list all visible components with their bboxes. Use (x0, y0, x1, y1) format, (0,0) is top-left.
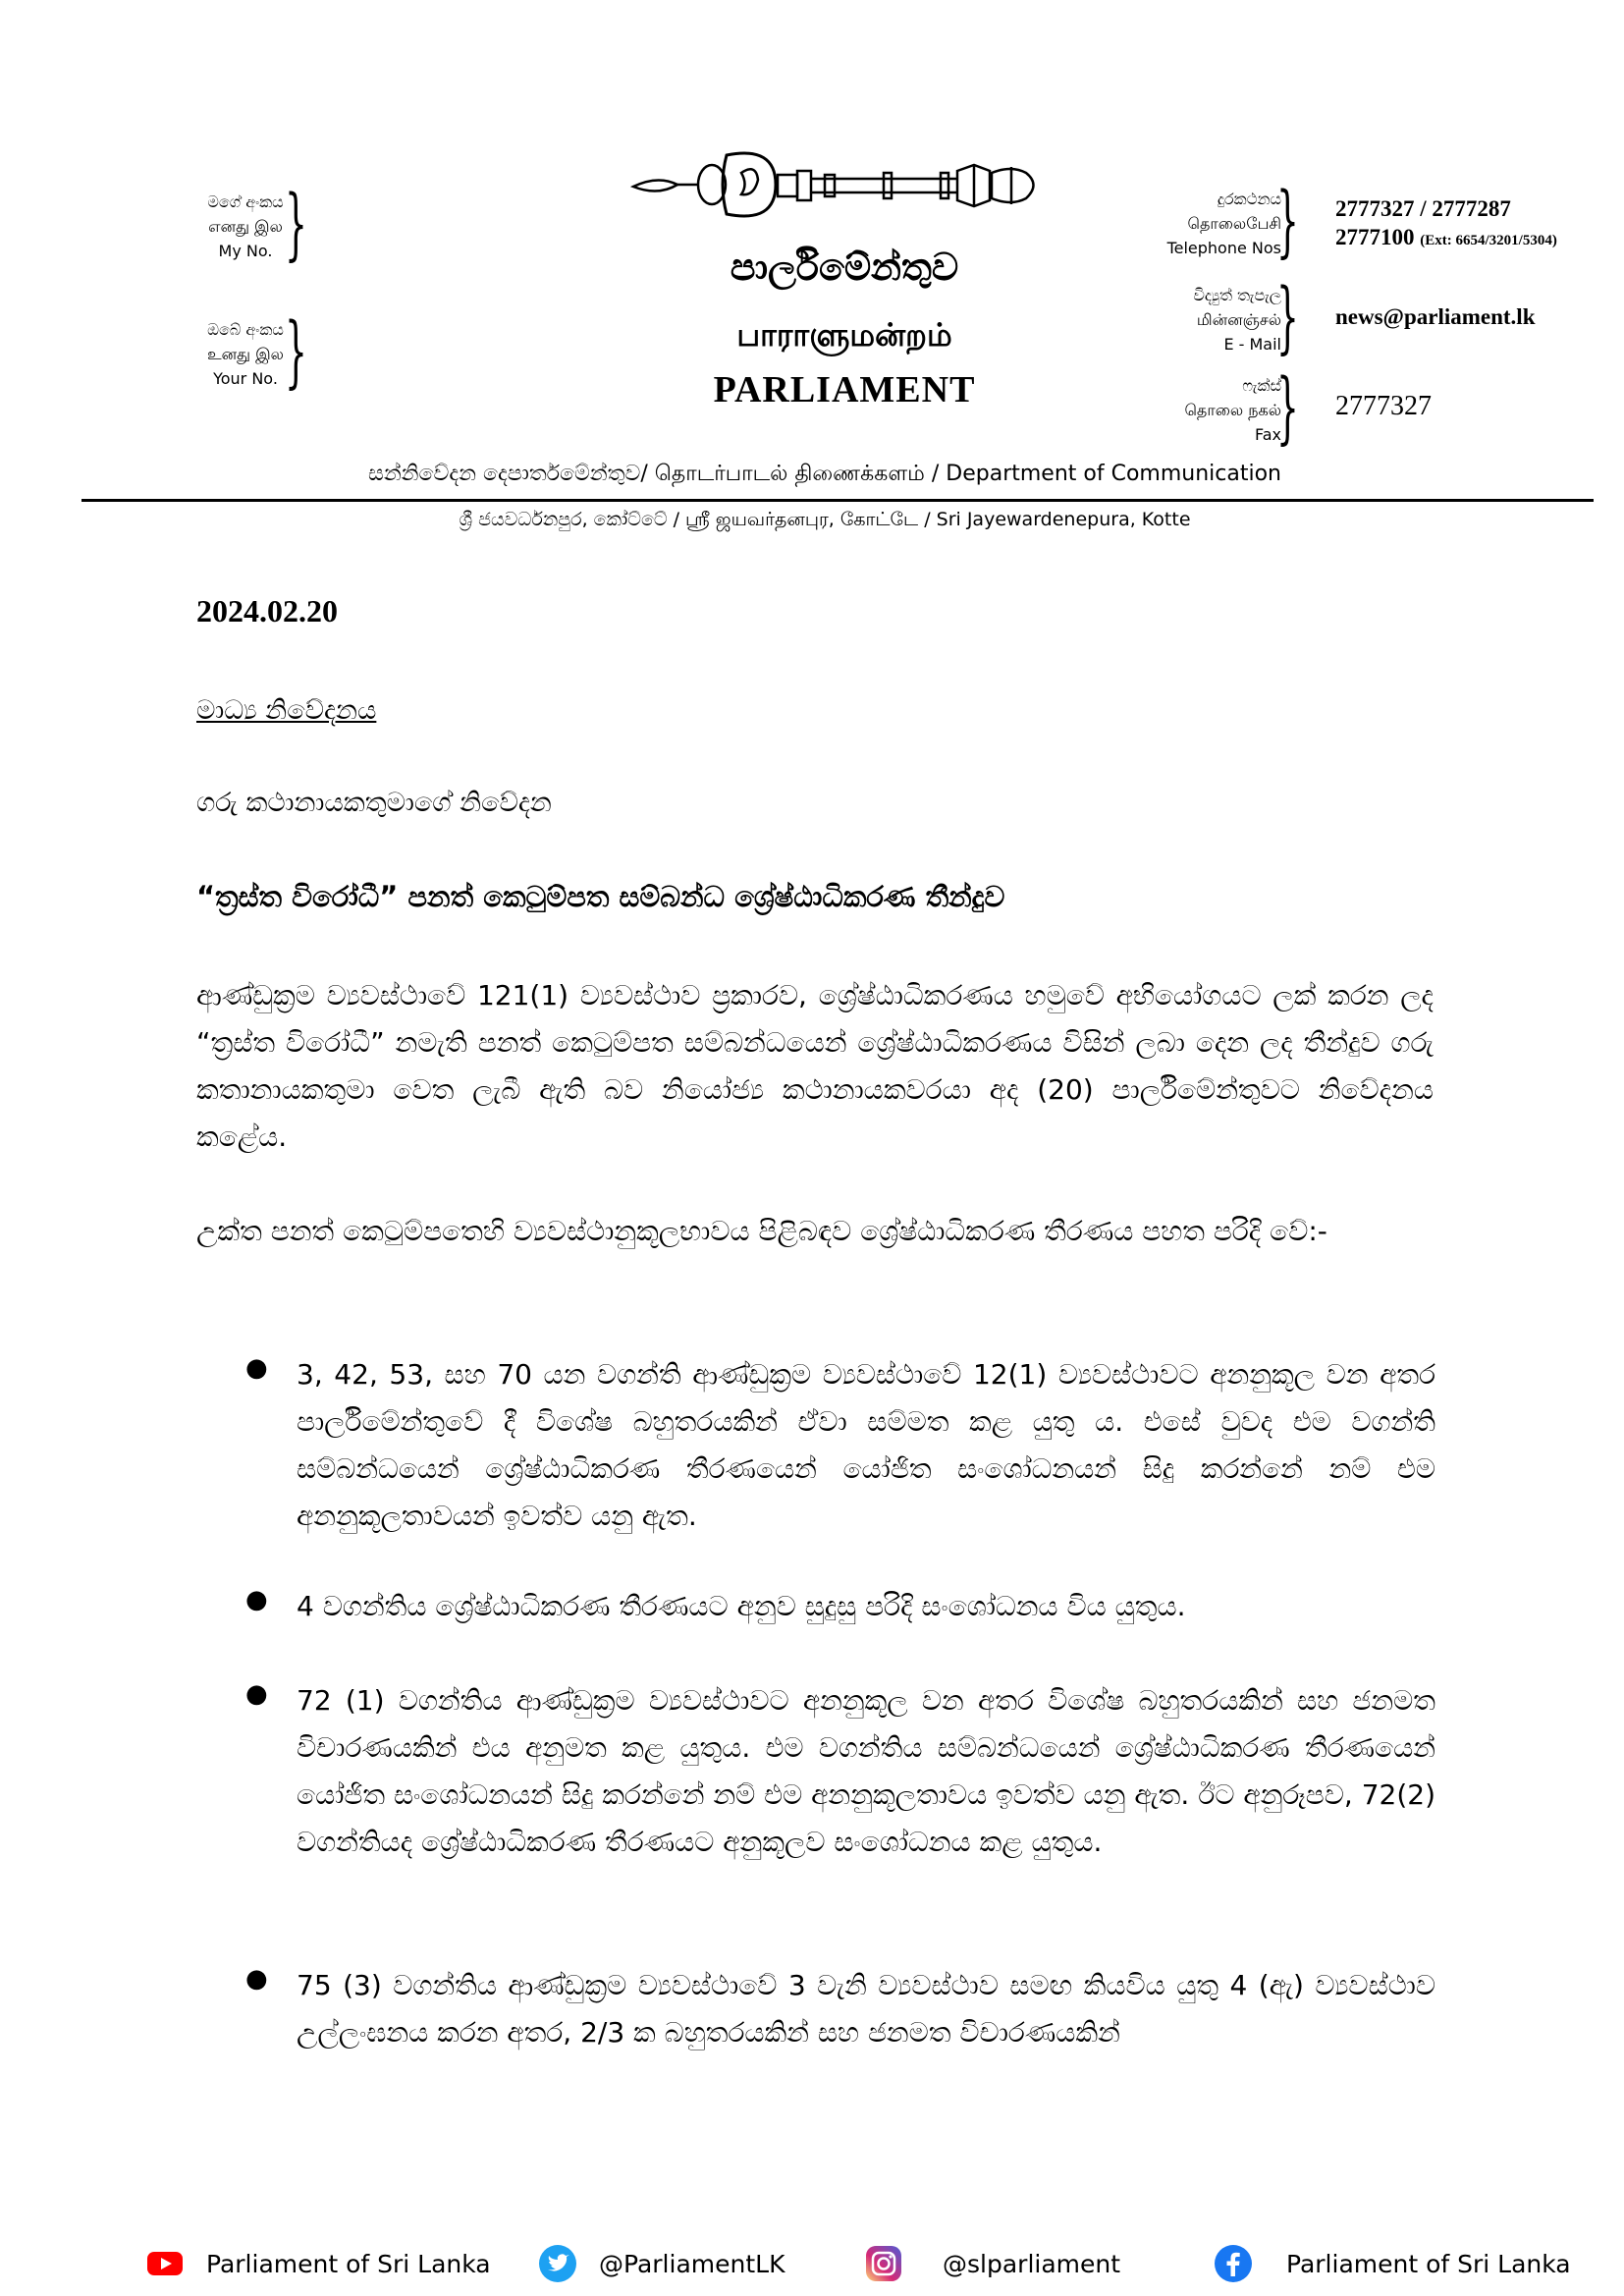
document-heading: “ත්‍රස්ත විරෝධී” පනත් කෙටුම්පත සම්බන්ධ ශ්‍රේෂ්ඨාධිකරණ තීන්දුව (196, 880, 1005, 913)
email-label: විද්‍යුත් තැපැල மின்னஞ்சல் E - Mail (1193, 286, 1281, 354)
bullet-item-3: 72 (1) වගන්තිය ආණ්ඩුක්‍රම ව්‍යවස්ථාවට අනනුකූල වන අතර විශේෂ බහුතරයකින් සහ ජනමත විචාරණයකින් එය අනුමත කළ යුතුය. එම වගන්තිය සම්බන්ධයෙන් ශ්‍රේෂ්ඨාධිකරණ තීරණයෙන් යෝජිත සංශෝධනයන් සිදු කරන්නේ නම් එම අනනුකූලතාවය ඉවත්ව යනු ඇත. ඊට අනුරූපව, 72(2) වගන්තියද ශ්‍රේෂ්ඨාධිකරණ තීරණයට අනුකූලව සංශෝධනය කළ යුතුය. (297, 1684, 1435, 1858)
email-address[interactable]: news@parliament.lk (1335, 304, 1536, 329)
facebook-label: Parliament of Sri Lanka (1286, 2249, 1571, 2278)
youtube-icon (145, 2244, 185, 2283)
header-divider (81, 499, 1594, 502)
address-line: ශ්‍රී ජයවර්ධනපුර, කෝට්ටේ / ஸ்ரீ ஜயவர்தனபுர, கோட்டே / Sri Jayewardenepura, Kotte (459, 509, 1191, 530)
footer-twitter[interactable] (538, 2244, 785, 2283)
my-no-en: My No. (218, 242, 273, 260)
title-tamil: பாராளுமன்றம் (736, 316, 952, 354)
footer-facebook[interactable] (1214, 2244, 1571, 2283)
telephone-brace: } (1276, 175, 1299, 266)
bullet-item-1: 3, 42, 53, සහ 70 යන වගන්ති ආණ්ඩුක්‍රම ව්‍යවස්ථාවේ 12(1) ව්‍යවස්ථාවට අනනුකූල වන අතර පාර්ලිමේන්තුවේ දී විශේෂ බහුතරයකින් ඒවා සම්මත කළ යුතු ය. එසේ වුවද එම වගන්ති සම්බන්ධයෙන් ශ්‍රේෂ්ඨාධිකරණ තීරණයෙන් යෝජිත සංශෝධනයන් සිදු කරන්නේ නම් එම අනනුකූලතාවයන් ඉවත්ව යනු ඇත. (297, 1358, 1435, 1532)
my-no-si: මගේ අංකය (207, 192, 284, 211)
fax-label: ෆැක්ස් தொலை நகல் Fax (1184, 376, 1281, 444)
your-no-si: ඔබේ අංකය (207, 320, 284, 339)
paragraph-1: ආණ්ඩුක්‍රම ව්‍යවස්ථාවේ 121(1) ව්‍යවස්ථාව ප්‍රකාරව, ශ්‍රේෂ්ඨාධිකරණය හමුවේ අභියෝගයට ලක් කරන ලද “ත්‍රස්ත විරෝධී” නමැති පනත් කෙටුම්පත සම්බන්ධයෙන් ශ්‍රේෂ්ඨාධිකරණය විසින් ලබා දෙන ලද තීන්දුව ගරු කතානායකතුමා වෙත ලැබී ඇති බව නියෝජ්‍ය කථානායකවරයා අද (20) පාර්ලිමේන්තුවට නිවේදනය කළේය. (196, 979, 1434, 1153)
footer-youtube[interactable] (145, 2244, 491, 2283)
twitter-icon (538, 2244, 577, 2283)
fax-brace: } (1276, 361, 1299, 453)
telephone-number-2: 2777100 (Ext: 6654/3201/5304) (1335, 225, 1557, 249)
title-english: PARLIAMENT (713, 369, 976, 410)
telephone-label: දුරකථනය தொலைபேசி Telephone Nos (1166, 190, 1281, 257)
telephone-extensions: (Ext: 6654/3201/5304) (1420, 233, 1557, 248)
fax-number: 2777327 (1335, 391, 1432, 421)
your-no-brace: } (285, 305, 307, 397)
bullet-dot: ● (245, 1679, 268, 1709)
parliament-mace-emblem (628, 145, 1051, 244)
bullet-dot: ● (245, 1964, 268, 1994)
my-no-brace: } (285, 178, 307, 269)
instagram-icon (864, 2244, 903, 2283)
bullet-dot: ● (245, 1585, 268, 1614)
your-no-ta: உனது இல (207, 345, 284, 363)
instagram-label: @slparliament (943, 2249, 1121, 2278)
paragraph-2: උක්ත පනත් කෙටුම්පතෙහි ව්‍යවස්ථානුකූලභාවය පිළිබඳව ශ්‍රේෂ්ඨාධිකරණ තීරණය පහත පරිදි වේ:- (196, 1215, 1327, 1247)
your-no-en: Your No. (213, 369, 278, 388)
youtube-label: Parliament of Sri Lanka (206, 2249, 491, 2278)
email-brace: } (1276, 271, 1299, 362)
bullet-dot: ● (245, 1353, 268, 1383)
document-date: 2024.02.20 (196, 593, 338, 629)
document-subtitle: ගරු කථානායකතුමාගේ නිවේදන (196, 788, 552, 818)
media-release-label: මාධ්‍ය නිවේදනය (196, 695, 377, 726)
telephone-number-1: 2777327 / 2777287 (1335, 196, 1511, 221)
my-no-ta: எனது இல (208, 217, 283, 236)
bullet-item-4: 75 (3) වගන්තිය ආණ්ඩුක්‍රම ව්‍යවස්ථාවේ 3 වැනි ව්‍යවස්ථාව සමඟ කියවිය යුතු 4 (ඇ) ව්‍යවස්ථාව උල්ලංඝනය කරන අතර, 2/3 ක බහුතරයකින් සහ ජනමත විචාරණයකින් (297, 1969, 1435, 2049)
department-line: සන්නිවේදන දෙපාර්තමේන්තුව/ தொடர்பாடல் திணைக்களம் / Department of Communication (368, 462, 1281, 486)
bullet-item-2: 4 වගන්තිය ශ්‍රේෂ්ඨාධිකරණ තීරණයට අනුව සුදුසු පරිදි සංශෝධනය විය යුතුය. (297, 1590, 1186, 1622)
twitter-label: @ParliamentLK (599, 2249, 785, 2278)
facebook-icon (1214, 2244, 1253, 2283)
title-sinhala: පාර්ලිමේන්තුව (730, 246, 959, 289)
footer-instagram[interactable] (864, 2244, 1120, 2283)
